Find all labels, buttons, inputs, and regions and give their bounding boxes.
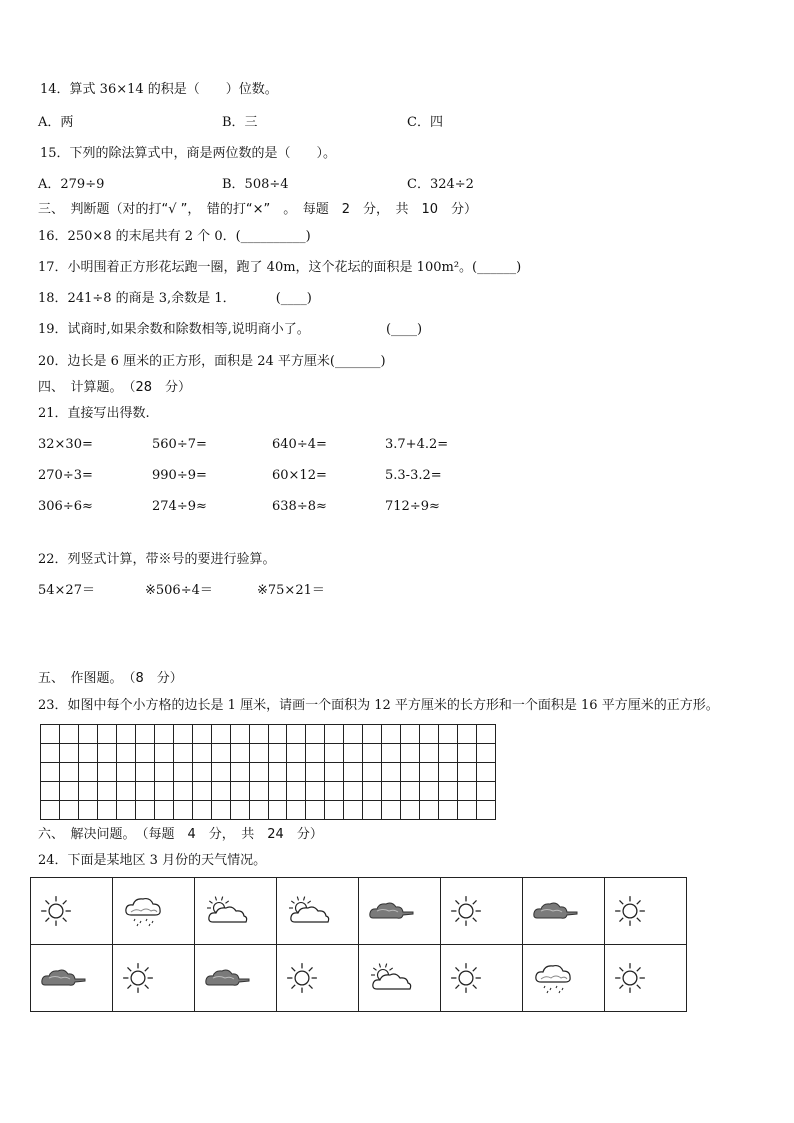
q14-option-a[interactable]: A．两 bbox=[38, 115, 74, 130]
section-4-heading: 四、 计算题。 （28 分） bbox=[38, 380, 192, 395]
sunny-icon bbox=[113, 961, 194, 995]
grid-cell[interactable] bbox=[79, 801, 98, 820]
grid-cell[interactable] bbox=[41, 763, 60, 782]
grid-cell[interactable] bbox=[363, 725, 382, 744]
q20-answer-blank[interactable]: (_______) bbox=[329, 354, 386, 369]
grid-cell[interactable] bbox=[325, 744, 344, 763]
grid-cell[interactable] bbox=[98, 763, 117, 782]
sunny-icon bbox=[441, 961, 522, 995]
grid-cell[interactable] bbox=[401, 763, 420, 782]
grid-cell[interactable] bbox=[98, 801, 117, 820]
grid-cell[interactable] bbox=[458, 782, 477, 801]
weather-cell bbox=[605, 945, 687, 1012]
section-5-heading: 五、 作图题。 （8 分） bbox=[38, 671, 183, 686]
grid-cell[interactable] bbox=[401, 744, 420, 763]
grid-cell[interactable] bbox=[306, 801, 325, 820]
grid-cell[interactable] bbox=[174, 801, 193, 820]
grid-cell[interactable] bbox=[287, 782, 306, 801]
grid-cell[interactable] bbox=[174, 725, 193, 744]
grid-cell[interactable] bbox=[306, 782, 325, 801]
grid-cell[interactable] bbox=[306, 763, 325, 782]
grid-cell[interactable] bbox=[79, 725, 98, 744]
drawing-grid[interactable] bbox=[40, 724, 496, 820]
grid-cell[interactable] bbox=[439, 763, 458, 782]
grid-cell[interactable] bbox=[269, 744, 288, 763]
grid-cell[interactable] bbox=[439, 801, 458, 820]
weather-cell bbox=[441, 945, 523, 1012]
section-3-heading: 三、 判断题（对的打“√ ”， 错的打“×” 。 每题 2 分， 共 10 分） bbox=[38, 202, 478, 217]
grid-cell[interactable] bbox=[269, 801, 288, 820]
grid-cell[interactable] bbox=[155, 744, 174, 763]
question-17 bbox=[38, 259, 521, 277]
weather-table bbox=[30, 877, 687, 1012]
question-22-title: 22．列竖式计算，带※号的要进行验算。 bbox=[38, 552, 276, 567]
q15-option-c[interactable]: C．324÷2 bbox=[407, 177, 474, 192]
grid-cell[interactable] bbox=[458, 744, 477, 763]
weather-cell bbox=[195, 945, 277, 1012]
grid-cell[interactable] bbox=[193, 744, 212, 763]
q14-option-b[interactable]: B．三 bbox=[222, 115, 258, 130]
grid-cell[interactable] bbox=[269, 763, 288, 782]
calc-item: 32×30= bbox=[38, 437, 93, 452]
grid-cell[interactable] bbox=[117, 725, 136, 744]
weather-cell bbox=[441, 878, 523, 945]
weather-cell bbox=[113, 945, 195, 1012]
grid-cell[interactable] bbox=[60, 763, 79, 782]
q20-text: 20．边长是 6 厘米的正方形，面积是 24 平方厘米 bbox=[38, 354, 330, 369]
grid-cell[interactable] bbox=[60, 744, 79, 763]
grid-cell[interactable] bbox=[41, 744, 60, 763]
grid-cell[interactable] bbox=[344, 725, 363, 744]
question-24-title: 24．下面是某地区 3 月份的天气情况。 bbox=[38, 853, 267, 868]
section-6-heading: 六、 解决问题。 （每题 4 分， 共 24 分） bbox=[38, 827, 323, 842]
grid-cell[interactable] bbox=[287, 725, 306, 744]
calc-item: 306÷6≈ bbox=[38, 499, 93, 514]
calc-item: 60×12= bbox=[272, 468, 327, 483]
calc-item: 5.3-3.2= bbox=[385, 468, 442, 483]
grid-cell[interactable] bbox=[363, 744, 382, 763]
grid-cell[interactable] bbox=[420, 725, 439, 744]
grid-cell[interactable] bbox=[344, 744, 363, 763]
question-14: 14．算式 36×14 的积是（ ）位数。 bbox=[40, 82, 278, 97]
grid-cell[interactable] bbox=[382, 744, 401, 763]
calc-item: 640÷4= bbox=[272, 437, 327, 452]
grid-cell[interactable] bbox=[136, 763, 155, 782]
grid-cell[interactable] bbox=[344, 782, 363, 801]
grid-cell[interactable] bbox=[363, 782, 382, 801]
grid-cell[interactable] bbox=[401, 782, 420, 801]
grid-cell[interactable] bbox=[458, 763, 477, 782]
grid-cell[interactable] bbox=[117, 744, 136, 763]
grid-cell[interactable] bbox=[212, 782, 231, 801]
grid-cell[interactable] bbox=[231, 782, 250, 801]
grid-cell[interactable] bbox=[250, 725, 269, 744]
weather-cell bbox=[359, 945, 441, 1012]
weather-cell bbox=[31, 878, 113, 945]
partly-cloudy-icon bbox=[359, 961, 440, 995]
grid-cell[interactable] bbox=[477, 782, 496, 801]
grid-cell[interactable] bbox=[117, 763, 136, 782]
vertical-calc-item: ※75×21＝ bbox=[257, 583, 325, 598]
grid-cell[interactable] bbox=[269, 782, 288, 801]
grid-cell[interactable] bbox=[250, 801, 269, 820]
q15-option-b[interactable]: B．508÷4 bbox=[222, 177, 289, 192]
grid-cell[interactable] bbox=[306, 744, 325, 763]
grid-cell[interactable] bbox=[439, 744, 458, 763]
calc-item: 3.7+4.2= bbox=[385, 437, 449, 452]
grid-cell[interactable] bbox=[136, 801, 155, 820]
grid-cell[interactable] bbox=[363, 763, 382, 782]
grid-cell[interactable] bbox=[60, 725, 79, 744]
grid-cell[interactable] bbox=[155, 782, 174, 801]
question-16 bbox=[38, 228, 311, 246]
rain-icon bbox=[523, 960, 604, 996]
grid-cell[interactable] bbox=[231, 725, 250, 744]
calc-item: 560÷7= bbox=[152, 437, 207, 452]
grid-cell[interactable] bbox=[458, 801, 477, 820]
grid-cell[interactable] bbox=[231, 763, 250, 782]
sunny-icon bbox=[277, 961, 358, 995]
grid-cell[interactable] bbox=[174, 782, 193, 801]
calc-item: 712÷9≈ bbox=[385, 499, 440, 514]
grid-cell[interactable] bbox=[382, 801, 401, 820]
grid-cell[interactable] bbox=[250, 744, 269, 763]
grid-cell[interactable] bbox=[306, 725, 325, 744]
grid-cell[interactable] bbox=[212, 725, 231, 744]
q19-text: 19．试商时,如果余数和除数相等,说明商小了。 bbox=[38, 322, 310, 337]
question-21-title: 21．直接写出得数. bbox=[38, 406, 150, 421]
cloudy-icon bbox=[31, 963, 112, 993]
grid-cell[interactable] bbox=[420, 782, 439, 801]
weather-cell bbox=[523, 945, 605, 1012]
grid-cell[interactable] bbox=[477, 763, 496, 782]
grid-cell[interactable] bbox=[193, 782, 212, 801]
grid-cell[interactable] bbox=[79, 763, 98, 782]
grid-cell[interactable] bbox=[174, 763, 193, 782]
weather-cell bbox=[31, 945, 113, 1012]
grid-cell[interactable] bbox=[382, 763, 401, 782]
grid-cell[interactable] bbox=[344, 763, 363, 782]
weather-cell bbox=[277, 945, 359, 1012]
grid-cell[interactable] bbox=[420, 801, 439, 820]
grid-cell[interactable] bbox=[98, 725, 117, 744]
grid-cell[interactable] bbox=[136, 725, 155, 744]
grid-cell[interactable] bbox=[41, 782, 60, 801]
partly-cloudy-icon bbox=[195, 894, 276, 928]
q18-answer-blank[interactable]: (____) bbox=[275, 291, 312, 306]
grid-cell[interactable] bbox=[420, 763, 439, 782]
grid-cell[interactable] bbox=[287, 763, 306, 782]
weather-row bbox=[31, 945, 687, 1012]
grid-cell[interactable] bbox=[212, 763, 231, 782]
calc-item: 270÷3= bbox=[38, 468, 93, 483]
grid-cell[interactable] bbox=[458, 725, 477, 744]
grid-cell[interactable] bbox=[41, 801, 60, 820]
cloudy-icon bbox=[195, 963, 276, 993]
cloudy-icon bbox=[359, 896, 440, 926]
grid-cell[interactable] bbox=[193, 763, 212, 782]
weather-cell bbox=[277, 878, 359, 945]
grid-cell[interactable] bbox=[325, 782, 344, 801]
grid-cell[interactable] bbox=[287, 744, 306, 763]
calc-item: 638÷8≈ bbox=[272, 499, 327, 514]
weather-cell bbox=[523, 878, 605, 945]
grid-cell[interactable] bbox=[325, 725, 344, 744]
grid-cell[interactable] bbox=[477, 725, 496, 744]
weather-cell bbox=[359, 878, 441, 945]
sunny-icon bbox=[605, 961, 686, 995]
grid-cell[interactable] bbox=[382, 725, 401, 744]
calc-item: 274÷9≈ bbox=[152, 499, 207, 514]
grid-cell[interactable] bbox=[98, 782, 117, 801]
grid-cell[interactable] bbox=[231, 801, 250, 820]
q16-answer-blank[interactable]: (__________) bbox=[235, 229, 311, 244]
sunny-icon bbox=[441, 894, 522, 928]
grid-cell[interactable] bbox=[439, 782, 458, 801]
grid-cell[interactable] bbox=[382, 782, 401, 801]
question-15: 15．下列的除法算式中，商是两位数的是（ ）。 bbox=[40, 146, 337, 161]
q15-option-a[interactable]: A．279÷9 bbox=[38, 177, 105, 192]
grid-cell[interactable] bbox=[401, 725, 420, 744]
sunny-icon bbox=[31, 894, 112, 928]
grid-cell[interactable] bbox=[250, 782, 269, 801]
cloudy-icon bbox=[523, 896, 604, 926]
grid-cell[interactable] bbox=[155, 725, 174, 744]
q19-answer-blank[interactable]: (____) bbox=[385, 322, 423, 337]
q18-text: 18．241÷8 的商是 3,余数是 1． bbox=[38, 291, 236, 306]
weather-cell bbox=[113, 878, 195, 945]
partly-cloudy-icon bbox=[277, 894, 358, 928]
grid-cell[interactable] bbox=[79, 782, 98, 801]
rain-icon bbox=[113, 893, 194, 929]
vertical-calc-item: 54×27＝ bbox=[38, 583, 95, 598]
q14-option-c[interactable]: C．四 bbox=[407, 115, 443, 130]
grid-cell[interactable] bbox=[212, 744, 231, 763]
grid-cell[interactable] bbox=[212, 801, 231, 820]
calc-item: 990÷9= bbox=[152, 468, 207, 483]
grid-cell[interactable] bbox=[155, 801, 174, 820]
question-19 bbox=[38, 321, 422, 339]
grid-cell[interactable] bbox=[439, 725, 458, 744]
grid-cell[interactable] bbox=[420, 744, 439, 763]
grid-cell[interactable] bbox=[477, 744, 496, 763]
weather-cell bbox=[605, 878, 687, 945]
grid-cell[interactable] bbox=[325, 801, 344, 820]
q17-answer-blank[interactable]: (______) bbox=[472, 260, 522, 275]
grid-cell[interactable] bbox=[401, 801, 420, 820]
q16-text: 16．250×8 的末尾共有 2 个 0． bbox=[38, 229, 236, 244]
grid-cell[interactable] bbox=[193, 801, 212, 820]
sunny-icon bbox=[605, 894, 686, 928]
grid-cell[interactable] bbox=[287, 801, 306, 820]
grid-cell[interactable] bbox=[325, 763, 344, 782]
grid-cell[interactable] bbox=[136, 744, 155, 763]
question-20 bbox=[38, 353, 386, 371]
weather-row bbox=[31, 878, 687, 945]
grid-cell[interactable] bbox=[344, 801, 363, 820]
grid-cell[interactable] bbox=[79, 744, 98, 763]
q17-text: 17．小明围着正方形花坛跑一圈，跑了 40m，这个花坛的面积是 100m²。 bbox=[38, 260, 473, 275]
grid-cell[interactable] bbox=[363, 801, 382, 820]
grid-cell[interactable] bbox=[193, 725, 212, 744]
grid-cell[interactable] bbox=[98, 744, 117, 763]
grid-cell[interactable] bbox=[155, 763, 174, 782]
grid-cell[interactable] bbox=[60, 801, 79, 820]
grid-cell[interactable] bbox=[250, 763, 269, 782]
grid-cell[interactable] bbox=[117, 782, 136, 801]
grid-cell[interactable] bbox=[41, 725, 60, 744]
grid-cell[interactable] bbox=[477, 801, 496, 820]
question-18 bbox=[38, 290, 312, 308]
weather-cell bbox=[195, 878, 277, 945]
grid-cell[interactable] bbox=[231, 744, 250, 763]
grid-cell[interactable] bbox=[174, 744, 193, 763]
question-23: 23．如图中每个小方格的边长是 1 厘米，请画一个面积为 12 平方厘米的长方形和一个面积是 16 平方厘米的正方形。 bbox=[38, 698, 719, 713]
grid-cell[interactable] bbox=[136, 782, 155, 801]
vertical-calc-item: ※506÷4＝ bbox=[145, 583, 213, 598]
grid-cell[interactable] bbox=[117, 801, 136, 820]
grid-cell[interactable] bbox=[60, 782, 79, 801]
grid-cell[interactable] bbox=[269, 725, 288, 744]
